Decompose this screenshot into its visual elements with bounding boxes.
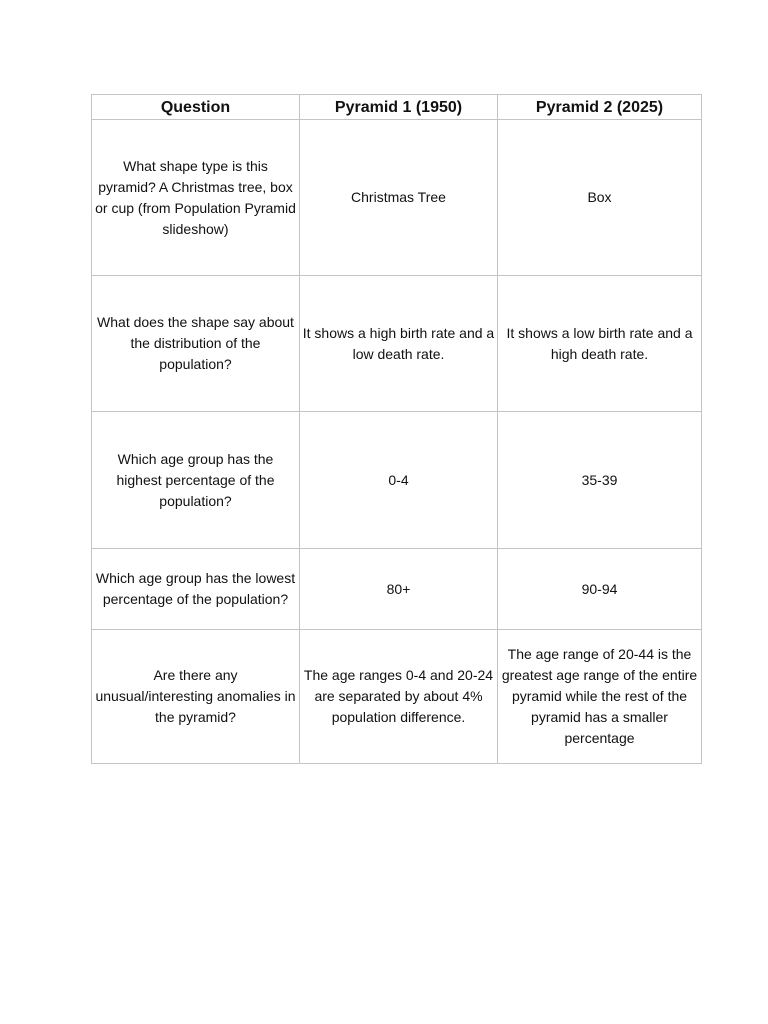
table-row — [92, 630, 702, 764]
pyramid-2-answer-cell: It shows a low birth rate and a high death rate. — [498, 276, 702, 412]
question-cell: Are there any unusual/interesting anomalies in the pyramid? — [92, 630, 300, 764]
pyramid-1-answer-cell: 0-4 — [300, 412, 498, 549]
question-cell: Which age group has the lowest percentage of the population? — [92, 549, 300, 630]
header-pyramid-2: Pyramid 2 (2025) — [498, 95, 702, 120]
question-cell: What shape type is this pyramid? A Christmas tree, box or cup (from Population Pyramid slideshow) — [92, 120, 300, 276]
question-cell: Which age group has the highest percentage of the population? — [92, 412, 300, 549]
pyramid-2-answer-cell: Box — [498, 120, 702, 276]
pyramid-2-answer-cell: The age range of 20-44 is the greatest age range of the entire pyramid while the rest of the pyramid has a smaller percentage — [498, 630, 702, 764]
table-row — [92, 276, 702, 412]
table-row — [92, 120, 702, 276]
pyramid-1-answer-cell: It shows a high birth rate and a low death rate. — [300, 276, 498, 412]
header-question: Question — [92, 95, 300, 120]
table-header-row — [92, 95, 702, 120]
table-row — [92, 549, 702, 630]
pyramid-2-answer-cell: 35-39 — [498, 412, 702, 549]
pyramid-2-answer-cell: 90-94 — [498, 549, 702, 630]
pyramid-1-answer-cell: The age ranges 0-4 and 20-24 are separated by about 4% population difference. — [300, 630, 498, 764]
pyramid-comparison-table — [91, 94, 702, 764]
pyramid-1-answer-cell: Christmas Tree — [300, 120, 498, 276]
pyramid-1-answer-cell: 80+ — [300, 549, 498, 630]
header-pyramid-1: Pyramid 1 (1950) — [300, 95, 498, 120]
table-row — [92, 412, 702, 549]
question-cell: What does the shape say about the distribution of the population? — [92, 276, 300, 412]
